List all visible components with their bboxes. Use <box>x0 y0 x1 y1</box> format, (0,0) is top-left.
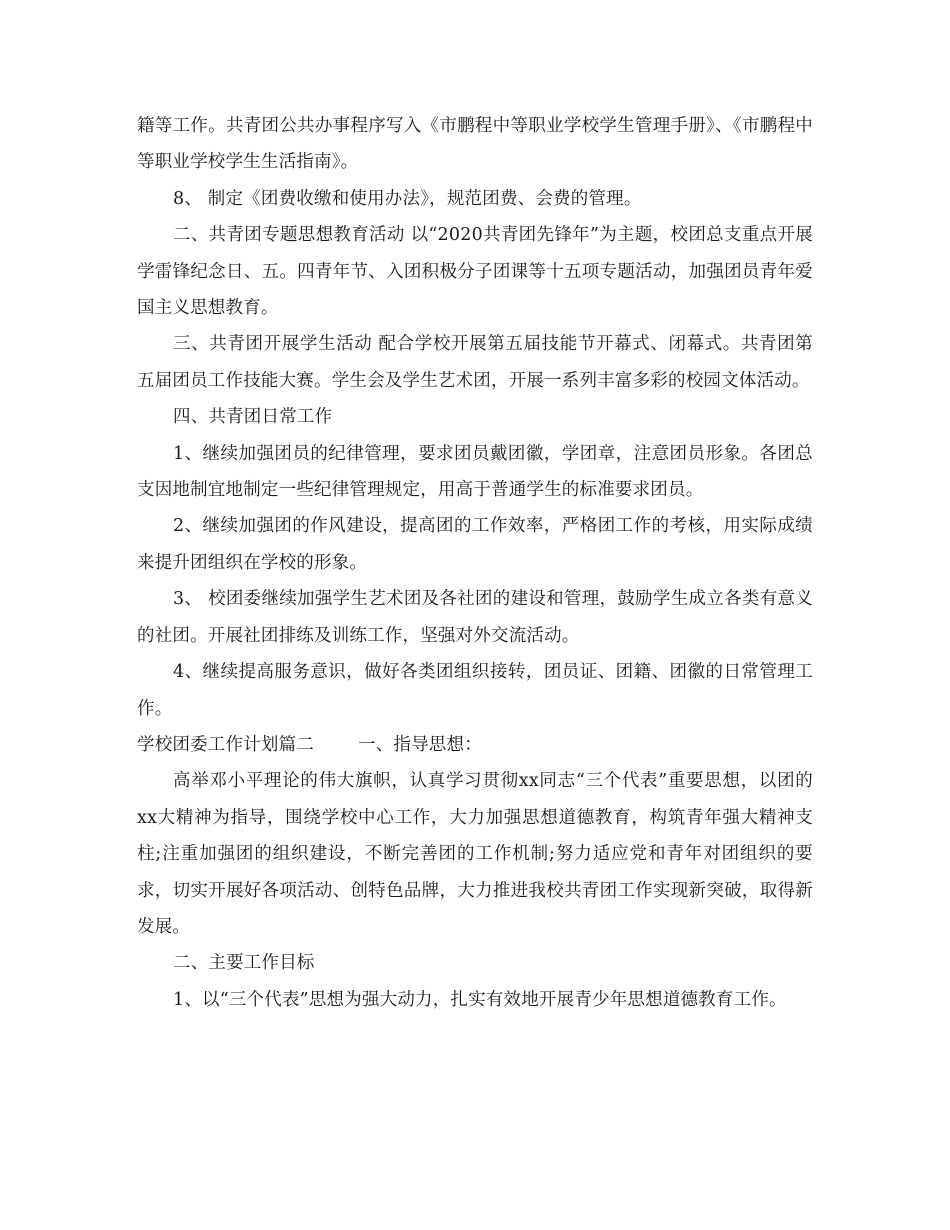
paragraph-1: 籍等工作。共青团公共办事程序写入《市鹏程中等职业学校学生管理手册》、《市鹏程中等职业学校学生生活指南》。 <box>137 116 813 173</box>
section-subtitle: 一、指导思想： <box>358 734 482 755</box>
paragraph-3: 二、共青团专题思想教育活动 以“2020共青团先锋年”为主题，校团总支重点开展学雷锋纪念日、五。四青年节、入团积极分子团课等十五项专题活动，加强团员青年爱国主义思想教育。 <box>137 225 813 319</box>
paragraph-7: 2、继续加强团的作风建设，提高团的工作效率，严格团工作的考核，用实际成绩来提升团组织在学校的形象。 <box>137 516 813 573</box>
document-body <box>137 108 813 1018</box>
section-title: 学校团委工作计划篇二 <box>137 734 314 755</box>
paragraph-2: 8、 制定《团费收缴和使用办法》，规范团费、会费的管理。 <box>173 188 642 209</box>
paragraph-12: 1、以“三个代表”思想为强大动力，扎实有效地开展青少年思想道德教育工作。 <box>173 989 787 1010</box>
paragraph-6: 1、继续加强团员的纪律管理，要求团员戴团徽，学团章，注意团员形象。各团总支因地制宜地制定一些纪律管理规定，用高于普通学生的标准要求团员。 <box>137 443 813 501</box>
paragraph-9: 4、继续提高服务意识，做好各类团组织接转，团员证、团籍、团徽的日常管理工作。 <box>137 662 813 719</box>
paragraph-5: 四、共青团日常工作 <box>173 407 333 428</box>
section-heading <box>137 727 813 763</box>
paragraph-10: 高举邓小平理论的伟大旗帜，认真学习贯彻xx同志“三个代表”重要思想，以团的xx大精神为指导，围绕学校中心工作，大力加强思想道德教育，构筑青年强大精神支柱;注重加强团的组织建设，不断完善团的工作机制;努力适应党和青年对团组织的要求，切实开展好各项活动、创特色品牌，大力推进我校共青团工作实现新突破，取得新发展。 <box>137 771 813 937</box>
paragraph-4: 三、共青团开展学生活动 配合学校开展第五届技能节开幕式、闭幕式。共青团第五届团员工作技能大赛。学生会及学生艺术团，开展一系列丰富多彩的校园文体活动。 <box>137 334 813 391</box>
paragraph-8: 3、 校团委继续加强学生艺术团及各社团的建设和管理，鼓励学生成立各类有意义的社团。开展社团排练及训练工作，坚强对外交流活动。 <box>137 589 813 646</box>
paragraph-11: 二、主要工作目标 <box>173 953 315 974</box>
